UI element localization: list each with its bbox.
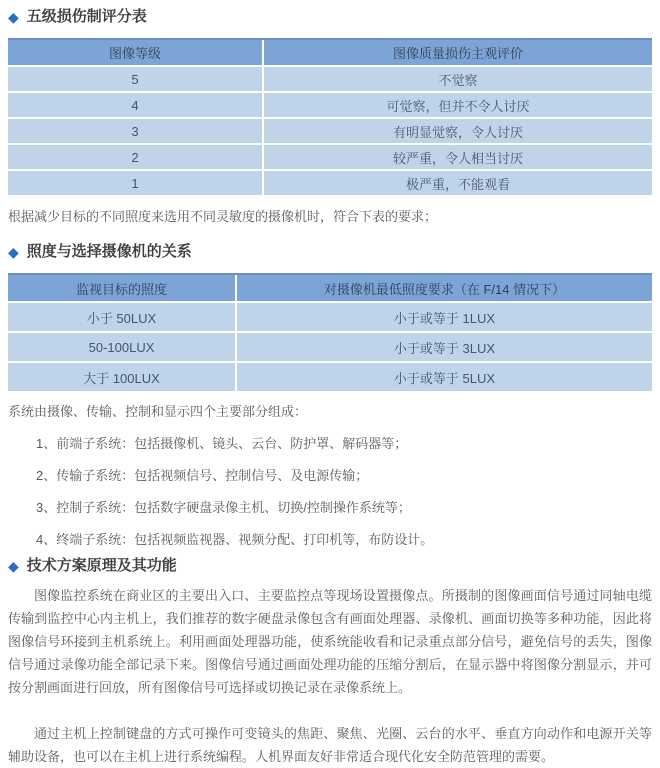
- table-header-cell: 对摄像机最低照度要求（在 F/14 情况下）: [237, 275, 652, 301]
- diamond-icon: ◆: [8, 244, 19, 260]
- diamond-icon: ◆: [8, 9, 19, 25]
- table-cell: 较严重，令人相当讨厌: [264, 145, 652, 169]
- subsystem-item-transmission: 2、传输子系统：包括视频信号、控制信号、及电源传输；: [36, 468, 369, 483]
- table-cell: 5: [8, 67, 262, 91]
- principle-paragraph-2: 通过主机上控制键盘的方式可操作可变镜头的焦距、聚焦、光圈、云台的水平、垂直方向动作和电源开关等辅助设备，也可以在主机上进行系统编程。人机界面友好非常适合现代化安全防范管理的需要。: [8, 726, 652, 764]
- table-cell: 50-100LUX: [8, 333, 235, 361]
- table-cell: 极严重，不能观看: [264, 171, 652, 195]
- table-header-cell: 图像等级: [8, 40, 262, 65]
- section-heading-damage: [8, 8, 652, 26]
- table-cell: 小于或等于 5LUX: [237, 363, 652, 391]
- table-cell: 小于 50LUX: [8, 303, 235, 331]
- damage-rating-table: [8, 38, 652, 195]
- table-cell: 3: [8, 119, 262, 143]
- table-cell: 大于 100LUX: [8, 363, 235, 391]
- system-parts-intro: 系统由摄像、传输、控制和显示四个主要部分组成：: [8, 404, 308, 419]
- subsystem-item-terminal: 4、终端子系统：包括视频监视器、视频分配、打印机等，布防设计。: [36, 532, 434, 547]
- table-cell: 可觉察，但并不令人讨厌: [264, 93, 652, 117]
- principle-paragraph-1: 图像监控系统在商业区的主要出入口、主要监控点等现场设置摄像点。所摄制的图像画面信号通过同轴电缆传输到监控中心内主机上，我们推荐的数字硬盘录像包含有画面处理器、录像机、画面切换等多种功能，因此将图像信号环接到主机系统上。利用画面处理器功能，使系统能收看和记录重点部分信号，避免信号的丢失，图像信号通过录像功能全部记录下来。图像信号通过画面处理功能的压缩分割后，在显示器中将图像分割显示，并可按分割画面进行回放，所有图像信号可选择或切换记录在录像系统上。: [8, 588, 652, 695]
- table-header-cell: 监视目标的照度: [8, 275, 235, 301]
- table-cell: 小于或等于 1LUX: [237, 303, 652, 331]
- table-cell: 小于或等于 3LUX: [237, 333, 652, 361]
- table-cell: 有明显觉察，令人讨厌: [264, 119, 652, 143]
- section-title: 照度与选择摄像机的关系: [26, 243, 192, 260]
- section-title: 五级损伤制评分表: [26, 8, 147, 25]
- table-cell: 2: [8, 145, 262, 169]
- table-cell: 不觉察: [264, 67, 652, 91]
- section-title: 技术方案原理及其功能: [26, 557, 177, 574]
- illuminance-table: [8, 273, 652, 391]
- subsystem-item-frontend: 1、前端子系统：包括摄像机、镜头、云台、防护罩、解码器等；: [36, 436, 408, 451]
- section-heading-illuminance: [8, 243, 652, 261]
- subsystem-item-control: 3、控制子系统：包括数字硬盘录像主机、切换/控制操作系统等；: [36, 500, 411, 515]
- table-header-cell: 图像质量损伤主观评价: [264, 40, 652, 65]
- section-heading-principle: [8, 557, 652, 575]
- camera-selection-note: 根据减少目标的不同照度来选用不同灵敏度的摄像机时，符合下表的要求；: [8, 209, 438, 224]
- diamond-icon: ◆: [8, 558, 19, 574]
- table-cell: 1: [8, 171, 262, 195]
- table-cell: 4: [8, 93, 262, 117]
